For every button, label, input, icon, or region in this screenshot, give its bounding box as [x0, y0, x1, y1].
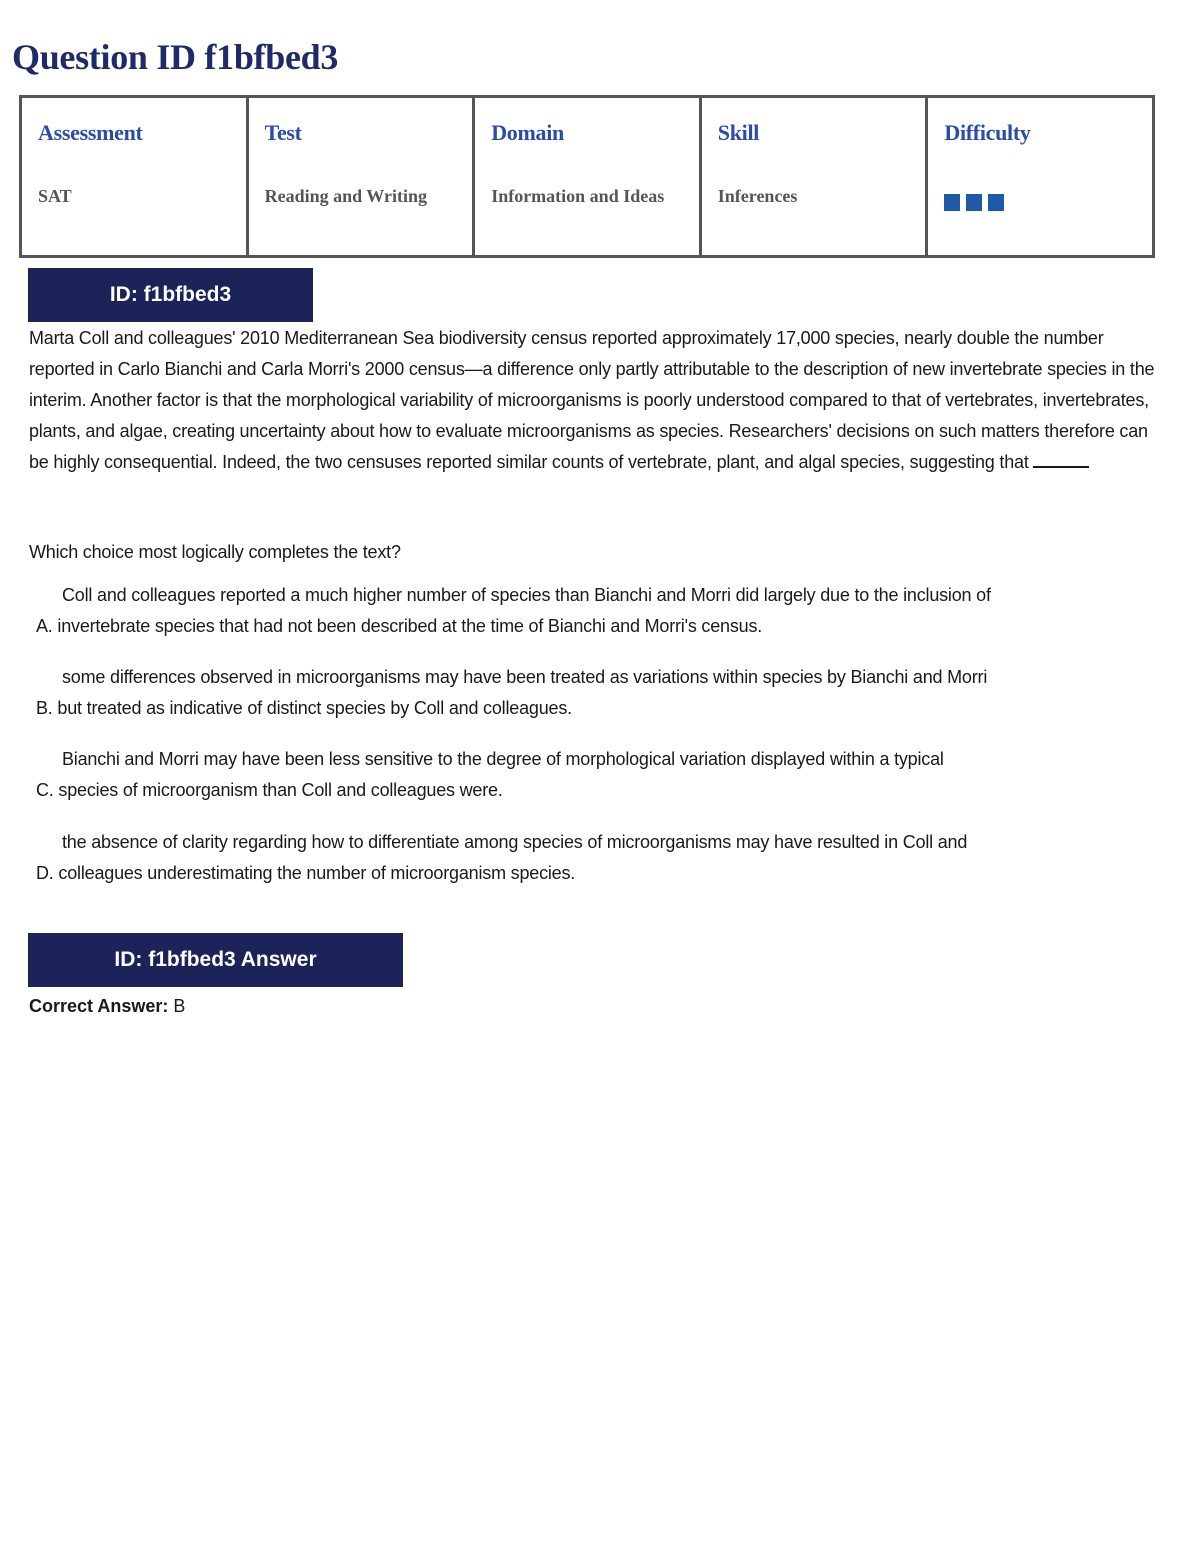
difficulty-square: [966, 194, 982, 211]
choice-c-letter: C.: [36, 780, 54, 800]
choice-c[interactable]: [36, 744, 1171, 806]
choice-c-text: species of microorganism than Coll and colleagues were.: [58, 780, 503, 800]
choice-a-text-line1: Coll and colleagues reported a much higher number of species than Bianchi and Morri did largely due to the inclusion of: [62, 585, 991, 605]
page-title: Question ID f1bfbed3: [12, 37, 339, 77]
domain-value: Information and Ideas: [491, 186, 665, 206]
choice-b-text-line1: some differences observed in microorganisms may have been treated as variations within species by Bianchi and Morri: [62, 667, 988, 687]
test-cell: [247, 97, 474, 257]
assessment-label: Assessment: [38, 120, 143, 145]
difficulty-square: [988, 194, 1004, 211]
assessment-cell: [21, 97, 248, 257]
choice-c-text-line1: Bianchi and Morri may have been less sensitive to the degree of morphological variation displayed within a typical: [62, 749, 944, 769]
skill-cell: [700, 97, 927, 257]
passage-text: [29, 323, 1169, 478]
test-label: Test: [264, 120, 302, 145]
correct-answer-label: Correct Answer:: [29, 996, 169, 1016]
skill-value: Inferences: [717, 186, 798, 206]
choice-d-letter: D.: [36, 863, 54, 883]
choice-b[interactable]: [36, 662, 1171, 724]
choice-b-letter: B.: [36, 698, 53, 718]
difficulty-indicator: [944, 194, 1136, 211]
choice-d-text: colleagues underestimating the number of microorganism species.: [58, 863, 576, 883]
question-id-banner: ID: f1bfbed3: [28, 268, 313, 322]
choice-b-text-line2: [36, 693, 1171, 724]
choice-a-letter: A.: [36, 616, 53, 636]
difficulty-square: [944, 194, 960, 211]
choice-a-text-line2: [36, 611, 1171, 642]
choice-d-text-line2: [36, 858, 1171, 889]
skill-label: Skill: [717, 120, 760, 145]
choice-c-text-line2: [36, 775, 1171, 806]
choice-d[interactable]: [36, 827, 1171, 889]
assessment-value: SAT: [38, 186, 72, 206]
answer-id-banner: ID: f1bfbed3 Answer: [28, 933, 403, 987]
correct-answer: [29, 993, 185, 1019]
correct-answer-value: B: [173, 996, 186, 1016]
question-metadata-table: [19, 95, 1155, 258]
domain-label: Domain: [491, 120, 564, 145]
question-prompt: Which choice most logically completes the text?: [29, 542, 401, 562]
difficulty-label: Difficulty: [944, 120, 1031, 145]
test-value: Reading and Writing: [264, 186, 427, 206]
domain-cell: [474, 97, 701, 257]
choice-d-text-line1: the absence of clarity regarding how to differentiate among species of microorganisms may have resulted in Coll and: [62, 832, 968, 852]
answer-blank: [1033, 452, 1089, 468]
passage-body: Marta Coll and colleagues' 2010 Mediterranean Sea biodiversity census reported approximately 17,000 species, nearly double the number reported in Carlo Bianchi and Carla Morri's 2000 census—a difference only partly attributable to the description of new invertebrate species in the interim. Another factor is that the morphological variability of microorganisms is poorly understood compared to that of vertebrates, invertebrates, plants, and algae, creating uncertainty about how to evaluate microorganisms as species. Researchers' decisions on such matters therefore can be highly consequential. Indeed, the two censuses reported similar counts of vertebrate, plant, and algal species, suggesting that: [29, 328, 1155, 472]
difficulty-cell: [927, 97, 1154, 257]
choice-a[interactable]: [36, 580, 1171, 642]
choice-a-text: invertebrate species that had not been described at the time of Bianchi and Morri's census.: [57, 616, 763, 636]
choice-b-text: but treated as indicative of distinct species by Coll and colleagues.: [57, 698, 572, 718]
